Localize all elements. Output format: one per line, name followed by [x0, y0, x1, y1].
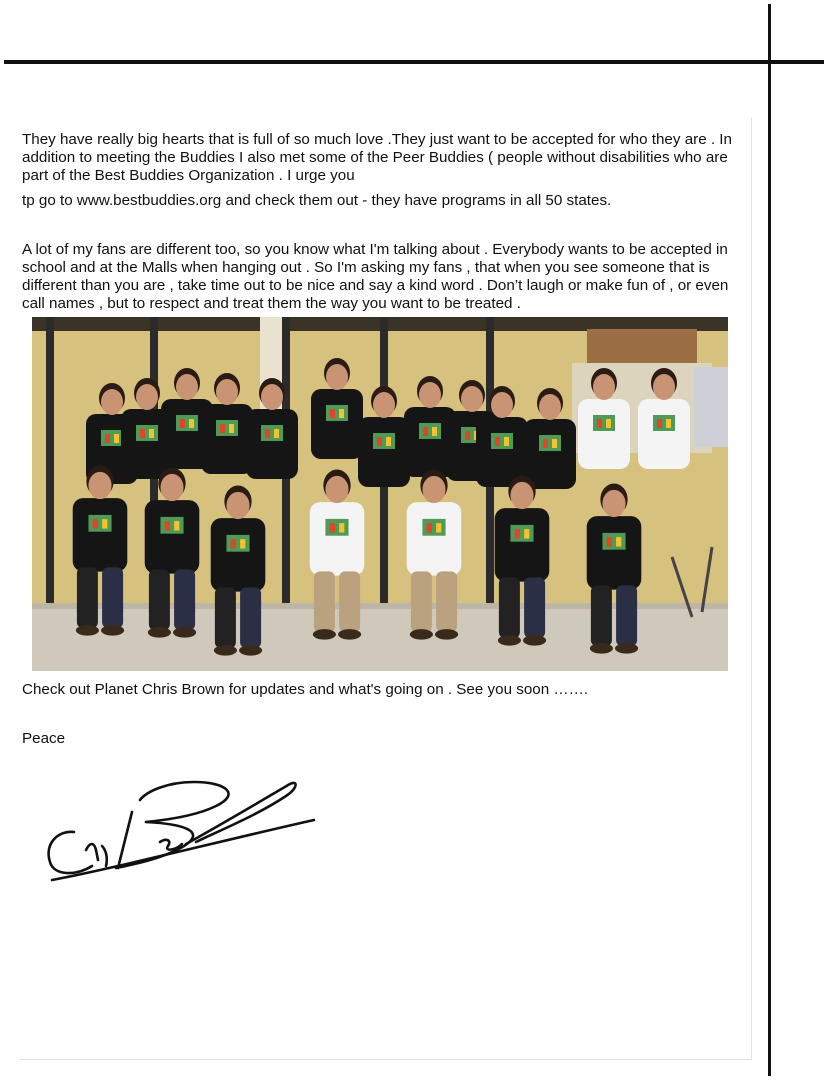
- group-photo: [32, 317, 728, 671]
- paragraph-planet: Check out Planet Chris Brown for updates and what's going on . See you soon …….: [22, 681, 589, 698]
- closing-peace: Peace: [22, 730, 66, 747]
- page-frame-right: [751, 118, 752, 1060]
- paragraph-hearts: They have really big hearts that is full of so much love .They just want to be accepted for who they are . In addition to meeting the Buddies I also met some of the Peer Buddies ( people without disabilities who are part of the Best Buddies Organization . I urge you: [22, 131, 732, 184]
- signature-icon: [36, 772, 326, 908]
- paragraph-website: tp go to www.bestbuddies.org and check them out - they have programs in all 50 states.: [22, 192, 612, 209]
- page-frame-bottom: [20, 1059, 752, 1060]
- margin-rule: [768, 4, 771, 1076]
- paragraph-fans: A lot of my fans are different too, so you know what I'm talking about . Everybody wants to be accepted in school and at the Malls when hanging out . So I'm asking my fans , that when you see someone that is different than you are , take time out to be nice and say a kind word . Don’t laugh or make fun of , or even call names , but to respect and treat them the way you want to be treated .: [22, 241, 729, 312]
- header-rule: [4, 60, 824, 64]
